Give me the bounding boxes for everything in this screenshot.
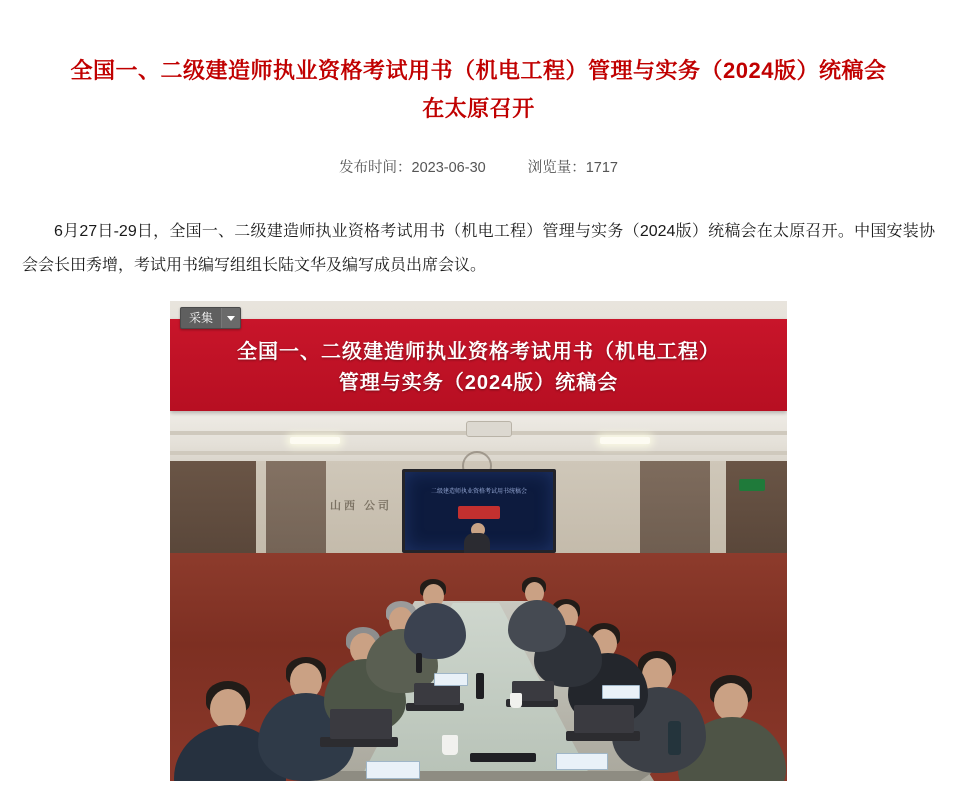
paper-cup [442,735,458,755]
exit-sign [739,479,765,491]
microphone [476,673,484,699]
page-title: 全国一、二级建造师执业资格考试用书（机电工程）管理与实务（2024版）统稿会在太原召开 [70,58,887,121]
laptop-screen [574,705,634,733]
nameplate [556,753,608,770]
attendee-head [714,683,748,721]
nameplate [366,761,420,779]
screen-caption: 二级建造师执业资格考试用书统稿会 [430,489,528,495]
wall-panel [266,461,326,553]
wall-panel [170,461,256,553]
article-paragraph: 6月27日-29日，全国一、二级建造师执业资格考试用书（机电工程）管理与实务（2024版）统稿会在太原召开。中国安装协会会长田秀增，考试用书编写组组长陆文华及编写成员出席会议。 [22,223,935,274]
capture-toolbar[interactable] [180,307,241,329]
screen-badge [458,506,500,519]
attendee-head [210,689,246,729]
attendee [404,603,466,659]
wall-panel [726,461,787,553]
article-figure-container [0,301,957,781]
capture-button-label[interactable]: 采集 [189,311,214,325]
wall-panel [640,461,710,553]
photo-background [170,301,787,781]
meeting-photo [170,301,787,781]
paper-cup [510,693,522,708]
nameplate [434,673,468,686]
ceiling-light [600,437,650,444]
laptop-screen [330,709,392,739]
publish-time-label: 发布时间： [339,160,412,176]
event-banner [170,319,787,411]
thermos-bottle [668,721,681,755]
projector [466,421,512,437]
ceiling-light [290,437,340,444]
banner-line-2: 管理与实务（2024版）统稿会 [338,372,619,394]
chevron-down-icon [227,316,235,321]
view-count-value: 1717 [585,160,618,176]
laptop-screen [414,683,460,705]
nameplate [602,685,640,699]
view-count [528,156,618,177]
banner-line-1: 全国一、二级建造师执业资格考试用书（机电工程） [237,341,720,363]
article-meta [0,156,957,177]
attendee [508,600,566,652]
laptop [470,753,536,762]
publish-time-value: 2023-06-30 [411,160,486,176]
publish-time [339,156,486,177]
view-count-label: 浏览量： [527,160,586,176]
table-edge [302,771,654,781]
microphone [416,653,422,673]
wall-logo-text: 山西 公司 [330,500,393,512]
capture-dropdown-button[interactable] [221,308,240,328]
